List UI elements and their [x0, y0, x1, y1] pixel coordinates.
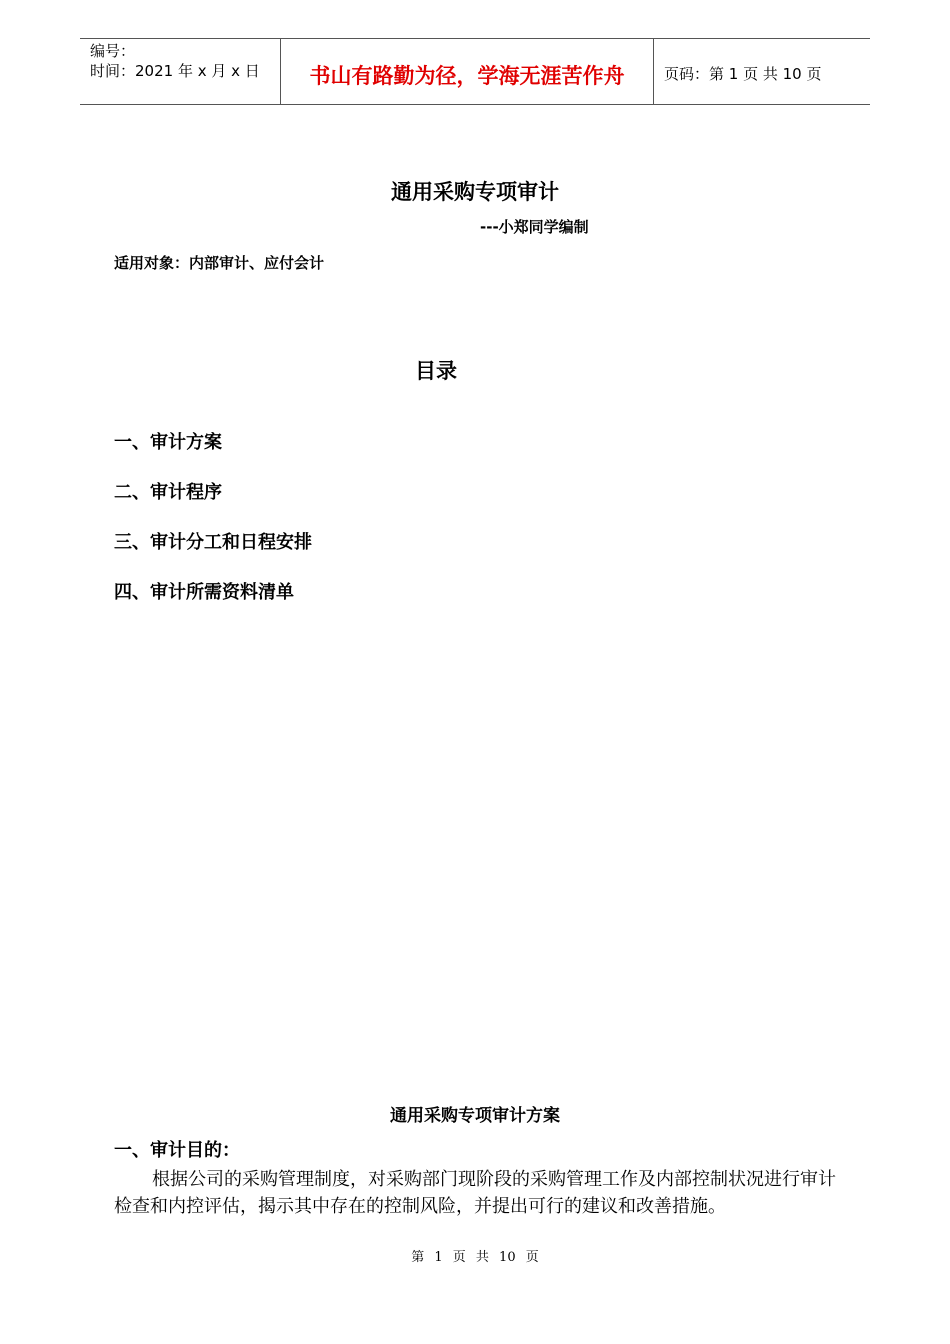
section-paragraph: 根据公司的采购管理制度，对采购部门现阶段的采购管理工作及内部控制状况进行审计检查和内控评估，揭示其中存在的控制风险，并提出可行的建议和改善措施。 [114, 1169, 836, 1217]
header-info-cell [80, 39, 281, 104]
toc-item-plan: 一、审计方案 [114, 432, 222, 453]
document-author: ---小郑同学编制 [480, 218, 589, 236]
motto-cell [281, 39, 654, 104]
document-title: 通用采购专项审计 [391, 180, 559, 204]
motto-text: 书山有路勤为径，学海无涯苦作舟 [309, 63, 625, 88]
page-footer: 第 1 页 共 10 页 [411, 1250, 539, 1265]
section-title: 通用采购专项审计方案 [390, 1106, 560, 1126]
section-heading: 一、审计目的： [114, 1140, 240, 1161]
document-scope: 适用对象：内部审计、应付会计 [114, 254, 325, 272]
toc-item-schedule: 三、审计分工和日程安排 [114, 532, 312, 553]
date-label: 时间：2021 年 x 月 x 日 [90, 62, 260, 80]
toc-title: 目录 [415, 359, 457, 383]
number-label: 编号： [90, 42, 136, 60]
page-number-cell [654, 39, 870, 104]
toc-item-materials: 四、审计所需资料清单 [114, 582, 294, 603]
page-number-label: 页码：第 1 页 共 10 页 [664, 65, 822, 83]
header-table [80, 38, 870, 105]
toc-item-procedure: 二、审计程序 [114, 482, 222, 503]
